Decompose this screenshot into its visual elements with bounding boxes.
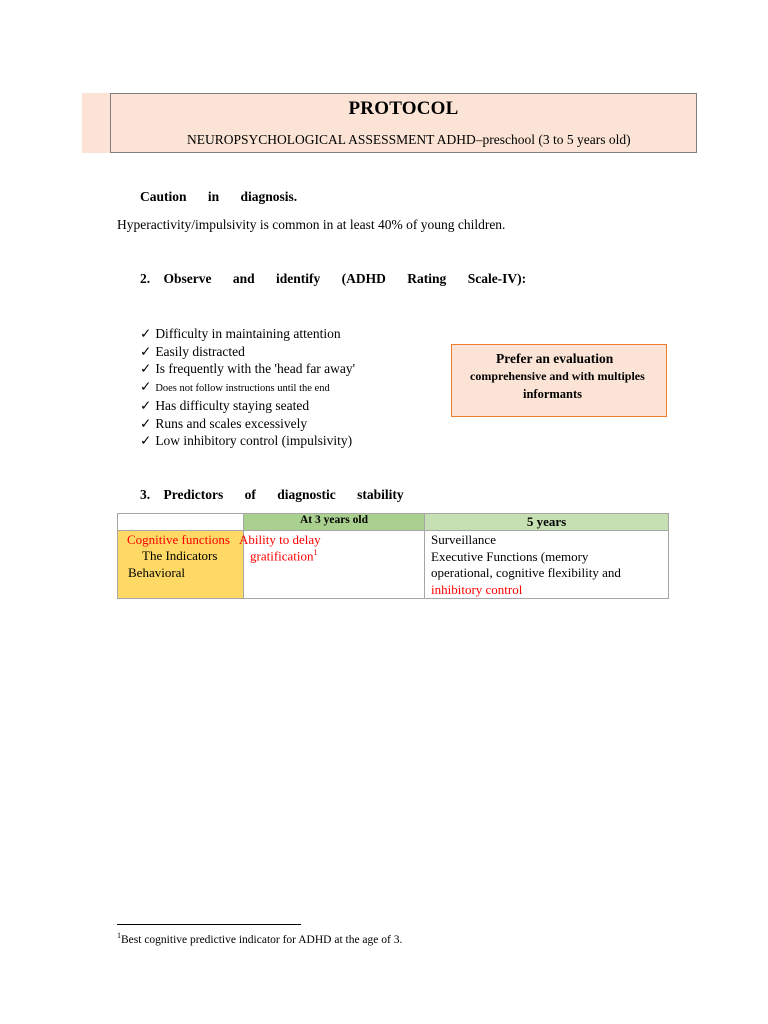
page-title: PROTOCOL (348, 98, 459, 119)
checklist-item (140, 397, 355, 415)
symptom-checklist (140, 325, 355, 450)
checklist-item-text: Easily distracted (155, 343, 245, 359)
footnote-marker: 1 (117, 931, 121, 940)
column-header-age3: At 3 years old (244, 514, 425, 531)
checkmark-icon: ✓ (140, 361, 152, 376)
age3-cell (239, 531, 425, 599)
checkmark-icon: ✓ (140, 398, 152, 413)
checklist-item-text: Is frequently with the 'head far away' (155, 361, 356, 376)
observe-heading (140, 271, 526, 287)
checklist-item (140, 415, 355, 433)
heading-word: Observe (163, 271, 212, 286)
footnote-ref: 1 (313, 548, 318, 557)
age5-line: operational, cognitive flexibility and (431, 565, 621, 580)
footnote-divider (117, 924, 301, 925)
heading-word: of (244, 487, 256, 502)
heading-word: 3. (140, 487, 151, 502)
checklist-item-text: Low inhibitory control (impulsivity) (155, 433, 353, 448)
checklist-item (140, 343, 355, 361)
checklist-item (140, 325, 355, 343)
row-label-behavioral: Behavioral (128, 565, 186, 580)
checklist-item-text: Difficulty in maintaining attention (155, 326, 341, 341)
row-label-cognitive: Cognitive functions (127, 532, 230, 547)
checkmark-icon: ✓ (140, 326, 152, 341)
heading-word: Scale-IV): (467, 271, 527, 286)
title-accent-strip (82, 93, 111, 153)
callout-line: informants (523, 387, 583, 401)
checkmark-icon: ✓ (140, 378, 152, 394)
heading-word: identify (276, 271, 321, 286)
heading-word: diagnosis. (240, 189, 298, 204)
checkmark-icon: ✓ (140, 343, 152, 359)
heading-word: diagnostic (277, 487, 336, 502)
table-header-row (118, 514, 669, 531)
checkmark-icon: ✓ (140, 415, 152, 431)
heading-word: Caution (140, 189, 187, 204)
table-corner-cell (118, 514, 244, 531)
age5-cell (425, 531, 669, 599)
checkmark-icon: ✓ (140, 433, 152, 448)
heading-word: (ADHD (341, 271, 386, 286)
column-header-age5: 5 years (425, 514, 669, 531)
heading-word: Rating (407, 271, 447, 286)
age3-line-wrap (250, 548, 318, 564)
page-subtitle: NEUROPSYCHOLOGICAL ASSESSMENT ADHD–preschool (3 to 5 years old) (187, 132, 631, 147)
checklist-item-text: Has difficulty staying seated (155, 398, 310, 413)
evaluation-callout (451, 344, 667, 417)
checklist-item (140, 378, 355, 398)
row-label-indicators: The Indicators (142, 548, 218, 563)
checklist-item-text: Runs and scales excessively (155, 415, 308, 431)
heading-word: and (232, 271, 255, 286)
heading-word: in (207, 189, 220, 204)
checklist-item (140, 432, 355, 450)
caution-text: Hyperactivity/impulsivity is common in at least 40% of young children. (117, 217, 506, 232)
heading-word: 2. (140, 271, 151, 286)
predictors-table (117, 513, 669, 599)
checklist-item-text: Does not follow instructions until the end (155, 382, 330, 394)
age5-line: Surveillance (431, 532, 496, 547)
heading-word: Predictors (163, 487, 224, 502)
age3-line: gratification (250, 548, 314, 564)
checklist-item (140, 360, 355, 378)
callout-line: Prefer an evaluation (496, 351, 614, 366)
footnote-text: Best cognitive predictive indicator for ADHD at the age of 3. (121, 933, 403, 946)
table-row (118, 531, 669, 599)
footnote (117, 931, 402, 946)
age5-line: Executive Functions (memory (431, 548, 589, 564)
row-label-cell (118, 531, 244, 599)
title-box (110, 93, 697, 153)
caution-heading (140, 189, 297, 205)
callout-line: comprehensive and with multiples (470, 369, 645, 383)
age5-line: inhibitory control (431, 581, 523, 597)
predictors-heading (140, 487, 404, 503)
heading-word: stability (357, 487, 404, 502)
age3-line: Ability to delay (239, 532, 321, 547)
